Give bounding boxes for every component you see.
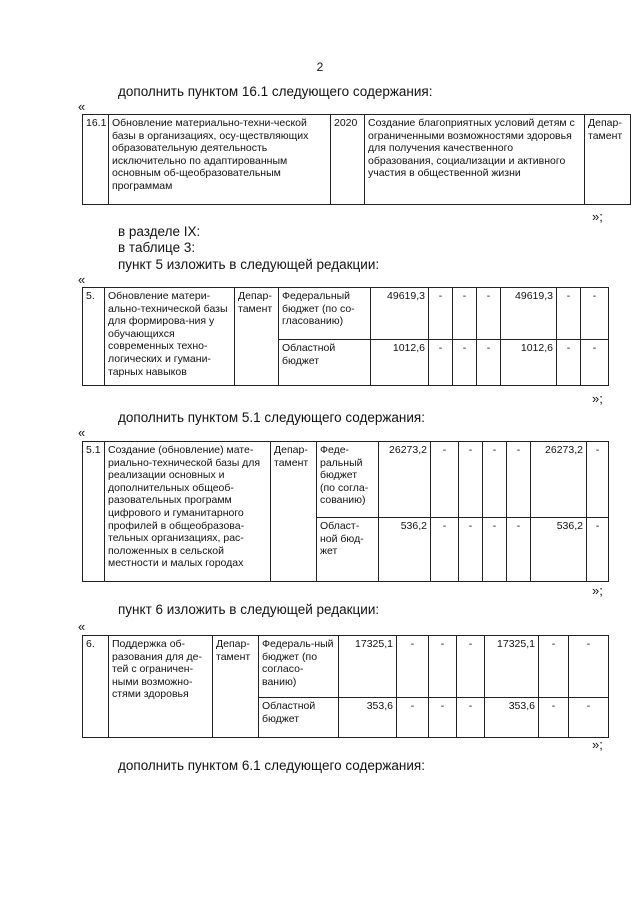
cell-value: - — [557, 340, 581, 386]
cell-value: - — [459, 518, 483, 582]
cell-value: - — [539, 636, 569, 698]
cell-value: - — [581, 340, 609, 386]
cell-value: - — [569, 636, 609, 698]
cell-value: - — [457, 636, 485, 698]
close-quote: »; — [592, 209, 603, 224]
cell-value: - — [457, 698, 485, 738]
cell-name: Создание (обновление) мате-риально-технической базы для реализации основных и дополнительных общеоб-разовательных программ цифрового и гуманитарного профилей в общеобразова-тельных организациях, рас-положенных в сельской местности и малых городах — [105, 442, 271, 582]
cell-value: - — [453, 340, 477, 386]
cell-total: 17325,1 — [339, 636, 397, 698]
cell-goal: Создание благоприятных условий детям с ограниченными возможностями здоровья для получения качественного образования, социализации и активного участия в общественной жизни — [365, 115, 585, 205]
cell-value: 1012,6 — [501, 340, 557, 386]
cell-total: 1012,6 — [371, 340, 429, 386]
cell-value: - — [429, 698, 457, 738]
table-line: в таблице 3: — [118, 240, 196, 255]
open-quote: « — [78, 272, 86, 287]
table-point-5 — [82, 287, 609, 386]
cell-num: 5.1 — [83, 442, 105, 582]
open-quote: « — [78, 99, 86, 114]
cell-value: - — [431, 442, 459, 518]
section-line: в разделе IX: — [118, 224, 201, 239]
cell-value: - — [483, 518, 507, 582]
cell-value: - — [429, 636, 457, 698]
cell-source: Феде-ральный бюджет (по согла-сованию) — [317, 442, 379, 518]
cell-value: - — [539, 698, 569, 738]
cell-value: - — [587, 518, 609, 582]
cell-value: 49619,3 — [501, 288, 557, 340]
cell-value: - — [477, 288, 501, 340]
page-number: 2 — [316, 60, 324, 74]
close-quote: »; — [592, 737, 603, 752]
cell-value: - — [507, 518, 531, 582]
cell-source: Федераль-ный бюджет (по согласо-ванию) — [259, 636, 339, 698]
cell-value: - — [587, 442, 609, 518]
cell-value: 353,6 — [485, 698, 539, 738]
cell-num: 5. — [83, 288, 105, 386]
cell-total: 536,2 — [379, 518, 431, 582]
cell-value: - — [429, 288, 453, 340]
cell-executor: Депар-тамент — [271, 442, 317, 582]
cell-value: - — [397, 636, 429, 698]
cell-value: - — [429, 340, 453, 386]
cell-total: 26273,2 — [379, 442, 431, 518]
cell-executor: Депар-тамент — [585, 115, 631, 205]
table-item-16-1 — [82, 114, 631, 205]
open-quote: « — [78, 425, 86, 440]
cell-value: - — [477, 340, 501, 386]
cell-total: 49619,3 — [371, 288, 429, 340]
heading-point-5: пункт 5 изложить в следующей редакции: — [118, 257, 380, 272]
cell-source: Област-ной бюд-жет — [317, 518, 379, 582]
cell-source: Областной бюджет — [279, 340, 371, 386]
heading-point-6: пункт 6 изложить в следующей редакции: — [118, 602, 380, 617]
cell-name: Поддержка об-разования для де-тей с ограничен-ными возможно-стями здоровья — [109, 636, 213, 738]
heading-add-6-1: дополнить пунктом 6.1 следующего содержания: — [118, 758, 425, 773]
close-quote: »; — [592, 391, 603, 406]
table-point-5-1 — [82, 441, 609, 582]
cell-value: 26273,2 — [531, 442, 587, 518]
cell-year: 2020 — [331, 115, 365, 205]
cell-value: - — [453, 288, 477, 340]
cell-name: Обновление материально-техни-ческой базы в организациях, осу-ществляющих образовательную деятельность исключительно по адаптированным основным об-щеобразовательным программам — [109, 115, 331, 205]
cell-source: Областной бюджет — [259, 698, 339, 738]
close-quote: »; — [592, 583, 603, 598]
cell-value: - — [431, 518, 459, 582]
cell-value: - — [569, 698, 609, 738]
cell-num: 6. — [83, 636, 109, 738]
cell-value: - — [557, 288, 581, 340]
cell-name: Обновление матери-ально-технической базы для формирова-ния у обучающихся современных техно-логических и гумани-тарных навыков — [105, 288, 235, 386]
cell-source: Федеральный бюджет (по со-гласованию) — [279, 288, 371, 340]
heading-add-16-1: дополнить пунктом 16.1 следующего содержания: — [118, 84, 433, 99]
cell-executor: Депар-тамент — [235, 288, 279, 386]
cell-value: - — [397, 698, 429, 738]
cell-value: - — [581, 288, 609, 340]
cell-total: 353,6 — [339, 698, 397, 738]
cell-num: 16.1 — [83, 115, 109, 205]
cell-executor: Депар-тамент — [213, 636, 259, 738]
cell-value: - — [483, 442, 507, 518]
open-quote: « — [78, 619, 86, 634]
cell-value: - — [507, 442, 531, 518]
heading-add-5-1: дополнить пунктом 5.1 следующего содержания: — [118, 410, 425, 425]
cell-value: - — [459, 442, 483, 518]
cell-value: 17325,1 — [485, 636, 539, 698]
table-point-6 — [82, 635, 609, 738]
cell-value: 536,2 — [531, 518, 587, 582]
